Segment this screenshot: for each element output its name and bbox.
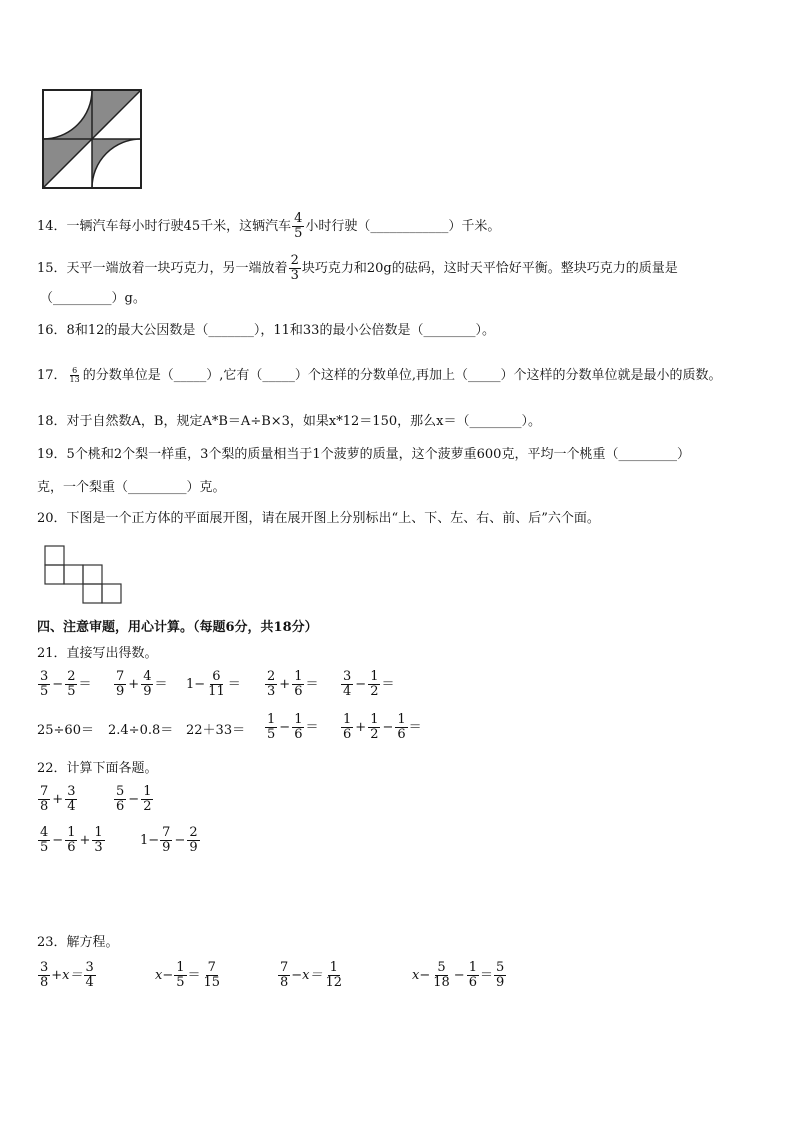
q22-item-c: $\frac{4}{5}$ − $\frac{1}{6}$ + $\frac{1}{3}$ xyxy=(40,825,103,855)
question-19: 19．5个桃和2个梨一样重，3个梨的质量相当于1个菠萝的质量，这个菠萝重600克，平均一个桃重（_________） xyxy=(37,447,690,462)
q23-equation-a: $\frac{3}{8}$ +x＝ $\frac{3}{4}$ xyxy=(40,960,94,990)
fraction: $\frac{6}{13}$ xyxy=(69,366,80,384)
question-17: 17． $\frac{6}{13}$ 的分数单位是（_____）,它有（_____）个这样的分数单位,再加上（_____）个这样的分数单位就是最小的质数。 xyxy=(37,366,722,384)
q22-item-b: $\frac{5}{6}$ − $\frac{1}{2}$ xyxy=(116,784,152,814)
q21-item-a: $\frac{3}{5}$ − $\frac{2}{5}$ ＝ xyxy=(40,669,92,699)
q21-item-e: $\frac{3}{4}$ − $\frac{1}{2}$ ＝ xyxy=(343,669,395,699)
q23-equation-b: x− $\frac{1}{5}$ ＝ $\frac{7}{15}$ xyxy=(155,960,221,990)
q21-item-h: 22＋33＝ xyxy=(186,723,246,738)
question-22-title: 22．计算下面各题。 xyxy=(37,761,158,776)
question-23-title: 23．解方程。 xyxy=(37,935,119,950)
pinwheel-figure xyxy=(42,89,142,189)
question-14: 14．一辆汽车每小时行驶45千米，这辆汽车 $\frac{4}{5}$ 小时行驶（____________）千米。 xyxy=(37,211,501,241)
q21-item-f: 25÷60＝ xyxy=(37,723,94,738)
q22-item-a: $\frac{7}{8}$ + $\frac{3}{4}$ xyxy=(40,784,76,814)
question-16: 16．8和12的最大公因数是（_______），11和33的最小公倍数是（________）。 xyxy=(37,323,495,338)
fraction: $\frac{4}{5}$ xyxy=(294,211,303,241)
q21-item-c: 1− $\frac{6}{11}$ ＝ xyxy=(186,669,241,699)
q21-item-g: 2.4÷0.8＝ xyxy=(108,723,174,738)
q22-item-d: 1− $\frac{7}{9}$ − $\frac{2}{9}$ xyxy=(140,825,198,855)
fraction: $\frac{2}{3}$ xyxy=(290,253,299,283)
q21-item-b: $\frac{7}{9}$ + $\frac{4}{9}$ ＝ xyxy=(116,669,168,699)
question-21-title: 21．直接写出得数。 xyxy=(37,646,158,661)
section-4-title: 四、注意审题，用心计算。（每题6分，共18分） xyxy=(37,620,318,635)
question-19-line2: 克，一个梨重（_________）克。 xyxy=(37,480,226,495)
question-15-answer-line: （_________）g。 xyxy=(40,291,146,306)
question-18: 18．对于自然数A，B，规定A*B＝A÷B×3，如果x*12＝150，那么x＝（________）。 xyxy=(37,414,541,429)
question-15: 15．天平一端放着一块巧克力，另一端放着 $\frac{2}{3}$ 块巧克力和20g的砝码，这时天平恰好平衡。整块巧克力的质量是 xyxy=(37,253,678,283)
question-20: 20．下图是一个正方体的平面展开图，请在展开图上分别标出“上、下、左、右、前、后”六个面。 xyxy=(37,511,600,526)
q21-item-j: $\frac{1}{6}$ + $\frac{1}{2}$ − $\frac{1}{6}$ ＝ xyxy=(343,712,422,742)
q23-equation-d: x− $\frac{5}{18}$ − $\frac{1}{6}$ ＝ $\frac{5}{9}$ xyxy=(412,960,505,990)
cube-net-figure xyxy=(42,544,126,606)
q21-item-d: $\frac{2}{3}$ + $\frac{1}{6}$ ＝ xyxy=(267,669,319,699)
q21-item-i: $\frac{1}{5}$ − $\frac{1}{6}$ ＝ xyxy=(267,712,319,742)
q23-equation-c: $\frac{7}{8}$ −x＝ $\frac{1}{12}$ xyxy=(280,960,343,990)
